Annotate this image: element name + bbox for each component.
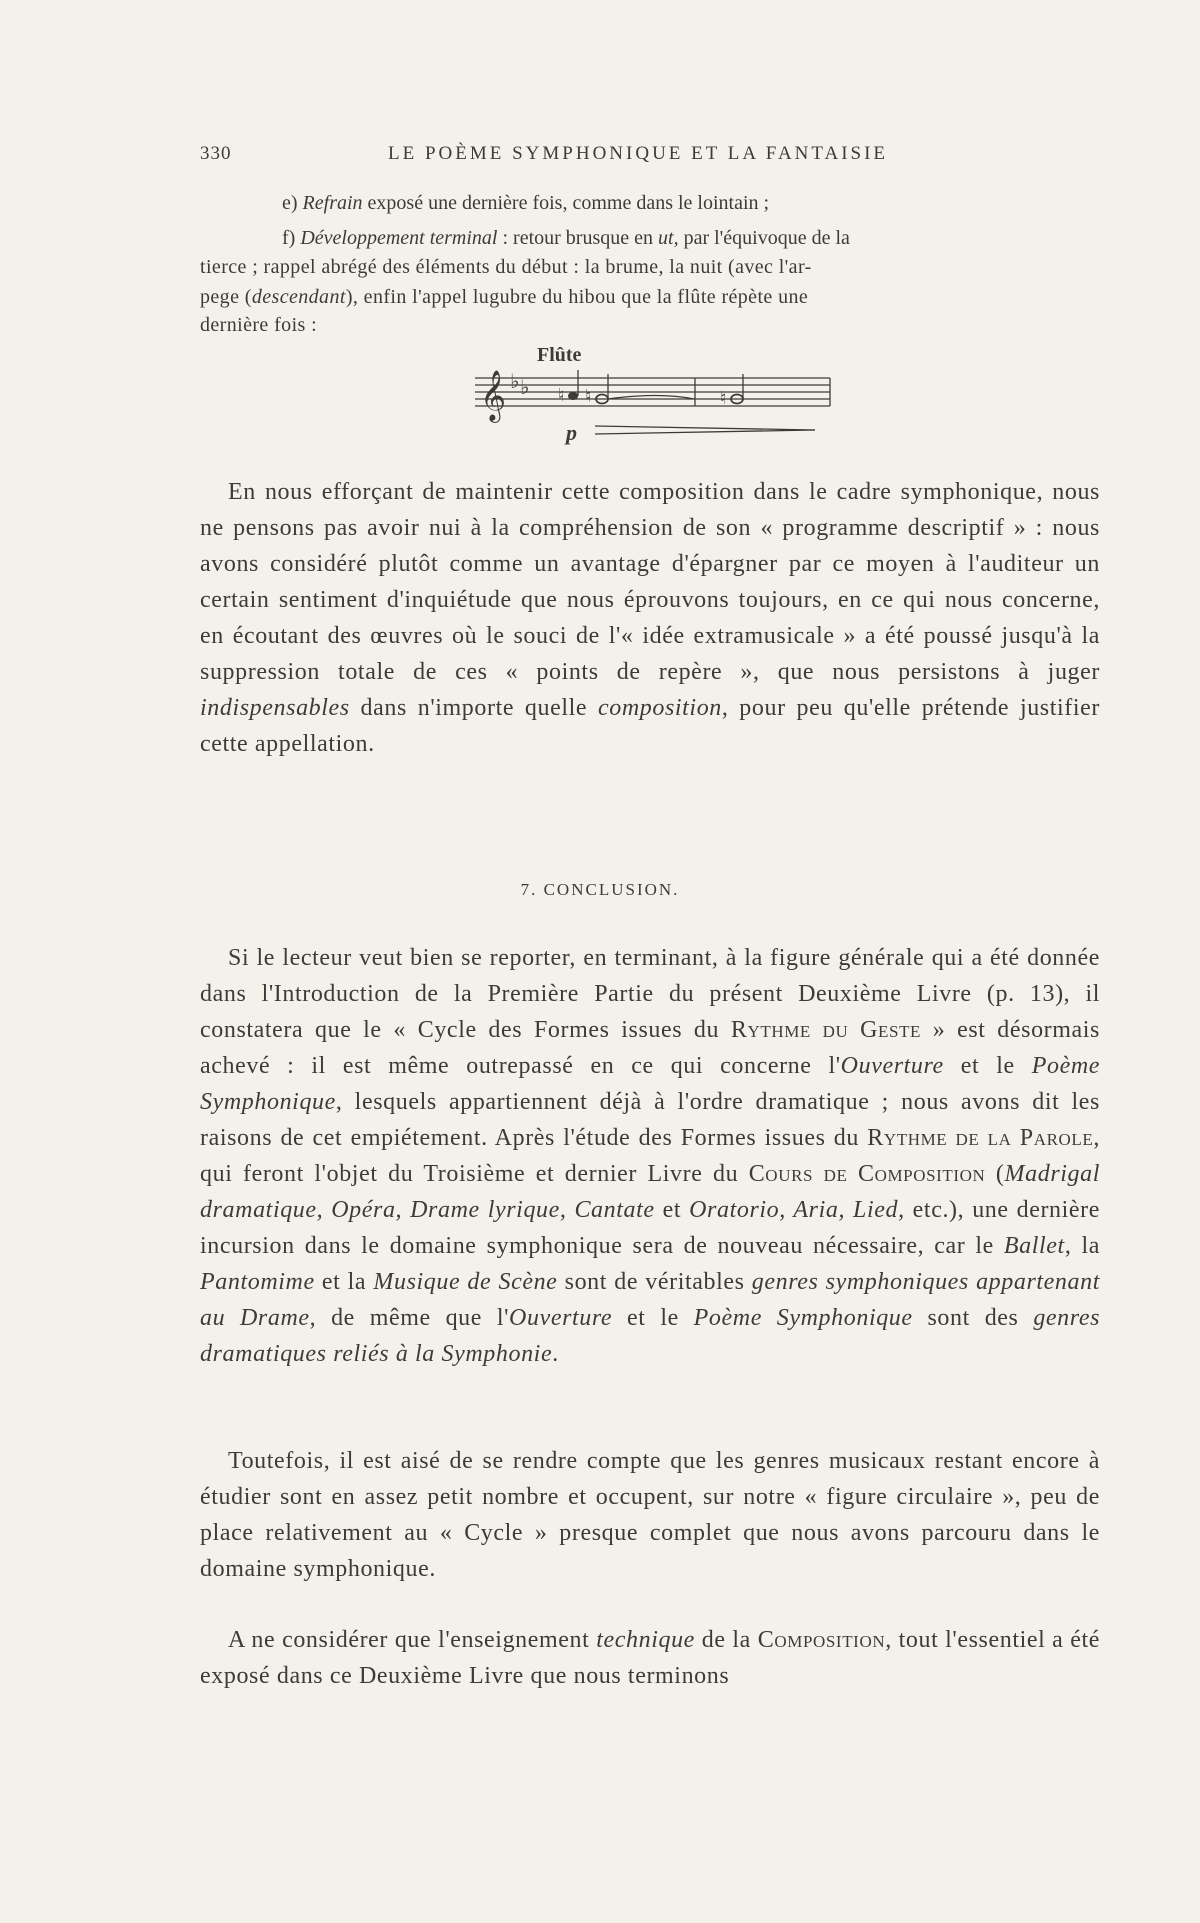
paragraph-text: et la (321, 1269, 367, 1295)
paragraph-text: dans n'importe quelle (360, 695, 588, 721)
natural-icon: ♮ (585, 386, 592, 406)
paragraph-text: , pour peu qu'elle prétende justifier cette appellation. (200, 695, 1100, 757)
note-head (568, 392, 578, 400)
item-text: : retour brusque en (502, 227, 654, 249)
item-term: descendant (251, 286, 346, 308)
paragraph-emphasis: Pantomime (200, 1269, 315, 1295)
item-term: Refrain (302, 192, 363, 214)
natural-icon: ♮ (558, 385, 565, 405)
item-note: ut, (658, 227, 679, 249)
flat-icon: ♭ (520, 377, 530, 399)
item-text: ), enfin l'appel lugubre du hibou que la flûte répète une (345, 286, 809, 308)
paragraph-emphasis: Oratorio, Aria, Lied, (689, 1197, 905, 1223)
list-item-e (282, 187, 1100, 219)
music-staff-figure (470, 352, 840, 452)
music-instrument-label: Flûte (537, 344, 582, 366)
decrescendo-icon (595, 426, 815, 430)
paragraph-smallcaps: Composition (757, 1627, 886, 1653)
paragraph-emphasis: genres dramatiques reliés à la Symphonie (200, 1305, 1101, 1367)
paragraph-emphasis: Ballet (1003, 1233, 1065, 1259)
item-text: par l'équivoque de la (683, 227, 850, 249)
paragraph-4 (200, 1622, 1100, 1694)
paragraph-text: , lesquels appartiennent déjà à l'ordre dramatique ; nous avons dit les raisons de cet empiétement. Après l'étude des Formes issues du (200, 1089, 1100, 1151)
paragraph-2: Si le lecteur veut bien se reporter, en terminant, à la figure générale qui a été donnée dans l'Introduction de la Première Partie du présent Deuxième Livre (p. 13), il constatera que le « Cycle des Formes issues du Rythme du Geste » est désormais achevé : il est même outrepassé en ce qui concerne l'Ouverture et le Poème Symphonique, lesquels appartiennent déjà à l'ordre dramatique ; nous avons dit les raisons de cet empiétement. Après l'étude des Formes issues du Rythme de la Parole, qui feront l'objet du Troisième et dernier Livre du Cours de Composition (Madrigal dramatique, Opéra, Drame lyrique, Cantate et Oratorio, Aria, Lied, etc.), une dernière incursion dans le domaine symphonique sera de nouveau nécessaire, car le Ballet, la Pantomime et la Musique de Scène sont de véritables genres symphoniques appartenant au Drame, de même que l'Ouverture et le Poème Symphonique sont des genres dramatiques reliés à la Symphonie. (200, 945, 1101, 1367)
paragraph-text: , qui feront l'objet du Troisième et dernier Livre du (200, 1125, 1100, 1187)
paragraph-emphasis: Poème Symphonique (693, 1305, 913, 1331)
flat-icon: ♭ (510, 371, 520, 393)
list-item-f-line2: tierce ; rappel abrégé des éléments du début : la brume, la nuit (avec l'ar- (200, 256, 812, 278)
list-item-f (282, 222, 1100, 254)
paragraph-text: de la (701, 1627, 751, 1653)
paragraph-emphasis: Ouverture (509, 1305, 613, 1331)
paragraph-text: sont des (927, 1305, 1019, 1331)
dynamic-marking: p (566, 420, 577, 445)
paragraph-text: Si le lecteur veut bien se reporter, en terminant, à la figure générale qui a été donnée dans l'Introduction de la Première Partie du présent Deuxième Livre (p. 13), il constatera que le « Cycle des Formes issues du (200, 945, 1100, 1043)
paragraph-text: , la (1064, 1233, 1100, 1259)
paragraph-emphasis: Ouverture (840, 1053, 944, 1079)
paragraph-text: En nous efforçant de maintenir cette composition dans le cadre symphonique, nous ne pensons pas avoir nui à la compréhension de son « programme descriptif » : nous avons considéré plutôt comme un avantage d'épargner par ce moyen à l'auditeur un certain sentiment d'inquiétude que nous éprouvons toujours, en ce qui nous concerne, en écoutant des œuvres où le souci de l'« idée extramusicale » a été poussé jusqu'à la suppression totale de ces « points de repère », que nous persistons à juger (200, 479, 1100, 685)
item-label: e) (282, 192, 298, 214)
paragraph-emphasis: genres symphoniques appartenant au Drame (200, 1269, 1100, 1331)
paragraph-emphasis: technique (596, 1627, 695, 1653)
running-title: LE POÈME SYMPHONIQUE ET LA FANTAISIE (388, 143, 889, 164)
natural-icon: ♮ (720, 388, 727, 408)
paragraph-text: , tout l'essentiel a été exposé dans ce Deuxième Livre que nous terminons (200, 1627, 1101, 1689)
item-label: f) (282, 227, 296, 249)
section-title: 7. CONCLUSION. (520, 880, 680, 899)
paragraph-emphasis: indispensables (200, 695, 350, 721)
paragraph-1 (200, 474, 1100, 762)
page-number: 330 (200, 143, 232, 164)
paragraph-emphasis: Musique de Scène (373, 1269, 558, 1295)
paragraph-emphasis: Poème Symphonique (200, 1053, 1100, 1115)
page-header (200, 143, 1100, 169)
paragraph-smallcaps: Rythme de la Parole (867, 1125, 1094, 1151)
item-text: pege (200, 286, 240, 308)
paragraph-text: A ne considérer que l'enseignement (228, 1627, 590, 1653)
paragraph-text: sont de véritables (564, 1269, 745, 1295)
paragraph-emphasis: composition (597, 695, 722, 721)
paragraph-smallcaps: Rythme du Geste (730, 1017, 922, 1043)
list-item-f-line4: dernière fois : (200, 314, 318, 336)
paragraph-text: et le (627, 1305, 679, 1331)
item-text: exposé une dernière fois, comme dans le lointain ; (367, 192, 770, 214)
paragraph-text: etc.), une dernière incursion dans le domaine symphonique sera de nouveau nécessaire, car le (200, 1197, 1101, 1259)
paragraph-emphasis: Madrigal dramatique, Opéra, Drame lyrique, Cantate (200, 1161, 1100, 1223)
paragraph-text: et le (960, 1053, 1015, 1079)
list-item-f-line3: pege (descendant), enfin l'appel lugubre du hibou que la flûte répète une (200, 286, 809, 308)
paragraph-smallcaps: Cours de Composition (748, 1161, 986, 1187)
paragraph-3: Toutefois, il est aisé de se rendre compte que les genres musicaux restant encore à étudier sont en assez petit nombre et occupent, sur notre « figure circulaire », peu de place relativement au « Cycle » presque complet que nous avons parcouru dans le domaine symphonique. (200, 1448, 1100, 1582)
paragraph-text: , de même que l' (309, 1305, 510, 1331)
paragraph-text: » est désormais achevé : il est même outrepassé en ce qui concerne l' (200, 1017, 1100, 1079)
item-term: Développement terminal (300, 227, 498, 249)
paragraph-text: . (552, 1341, 559, 1367)
paragraph-text: et (662, 1197, 682, 1223)
treble-clef-icon: 𝄞 (480, 370, 507, 421)
